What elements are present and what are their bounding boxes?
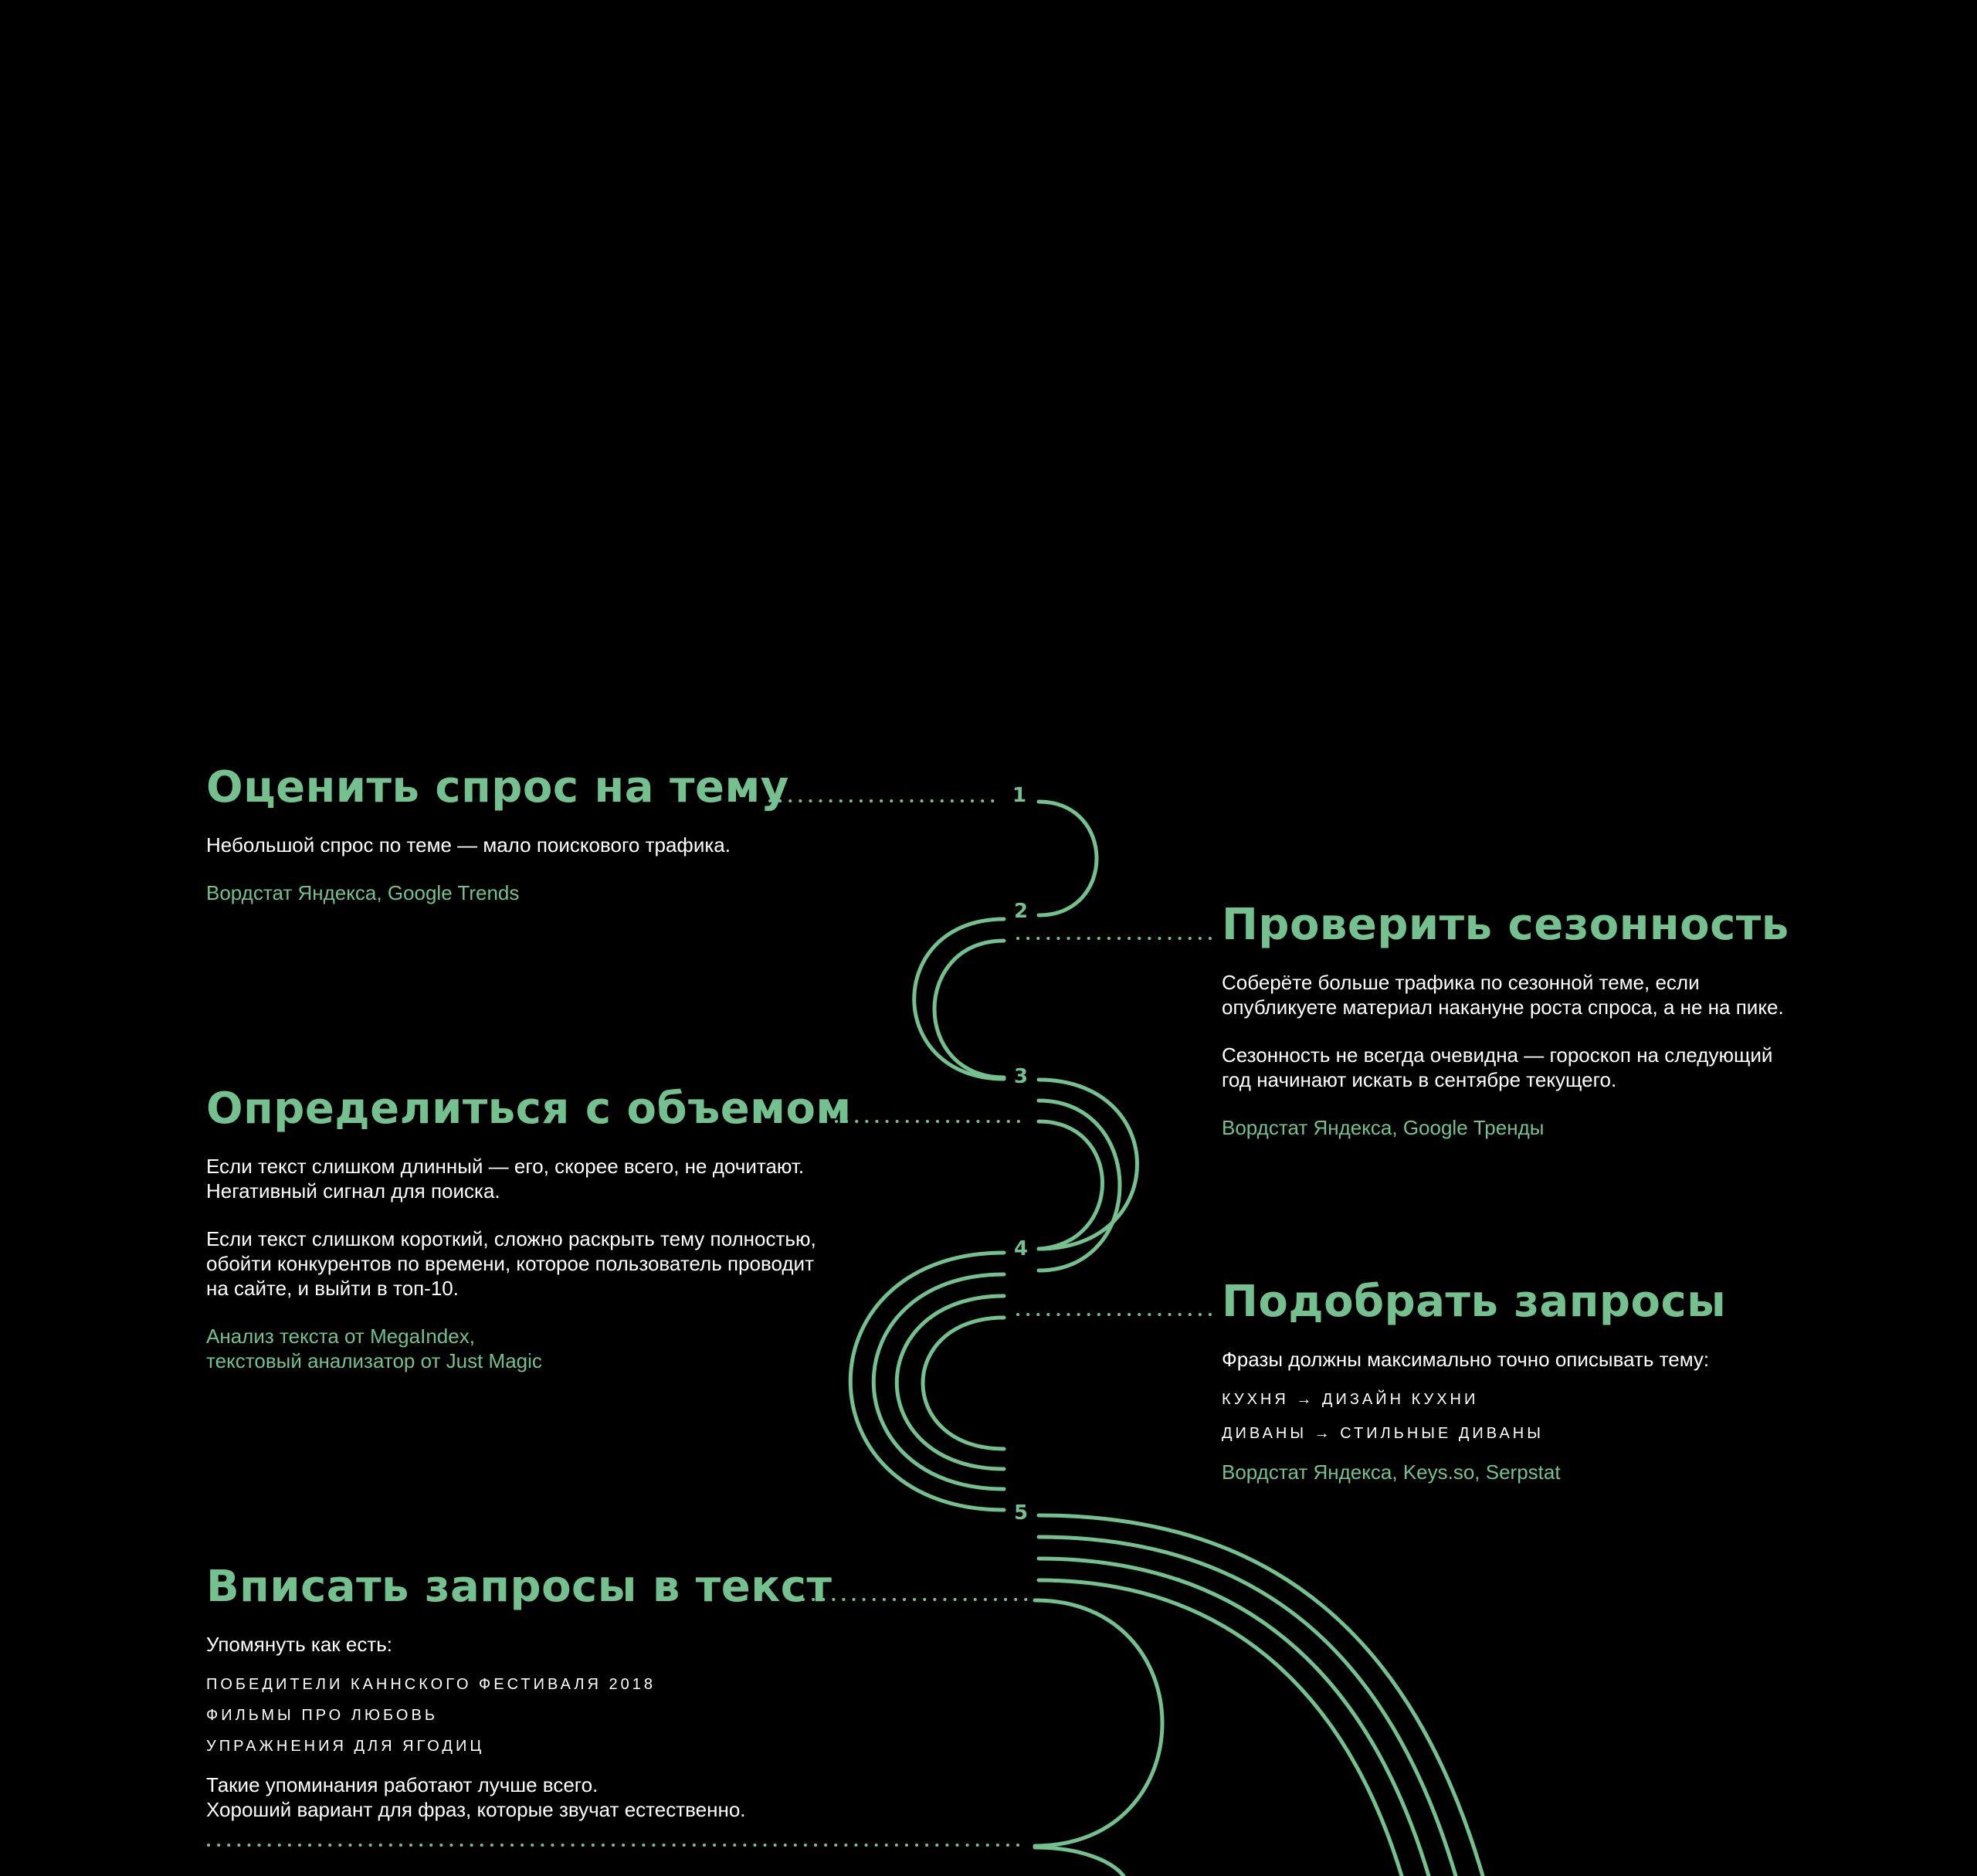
step-number-2: 2 (1013, 900, 1029, 923)
step-1-text: Небольшой спрос по теме — мало поискового трафика. (206, 833, 731, 857)
track-line-5c (1039, 1559, 1429, 1876)
track-line-3c (1039, 1121, 1103, 1249)
step-2-text-2: опубликуете материал накануне роста спроса, а не на пике. (1222, 996, 1784, 1019)
step-2-text-3: Сезонность не всегда очевидна — гороскоп на следующий (1222, 1043, 1773, 1067)
track-line-4d (923, 1318, 1004, 1449)
step-number-3: 3 (1013, 1065, 1029, 1088)
step-5-text-3: Хороший вариант для фраз, которые звучат естественно. (206, 1798, 746, 1821)
step-4-title: Подобрать запросы (1222, 1277, 1727, 1327)
step-4-example-2: ДИВАНЫ → СТИЛЬНЫЕ ДИВАНЫ (1222, 1425, 1544, 1442)
step-5-example-1: ПОБЕДИТЕЛИ КАННСКОГО ФЕСТИВАЛЯ 2018 (206, 1676, 656, 1693)
step-5-text-2: Такие упоминания работают лучше всего. (206, 1773, 599, 1796)
step-3-tools-2: текстовый анализатор от Just Magic (206, 1349, 542, 1372)
step-3-title: Определиться с объемом (206, 1084, 852, 1134)
step-5-example-3: УПРАЖНЕНИЯ ДЛЯ ЯГОДИЦ (206, 1738, 485, 1755)
step-3-text-1: Если текст слишком длинный — его, скорее всего, не дочитают. (206, 1155, 805, 1178)
step-5-text: Упомянуть как есть: (206, 1633, 393, 1656)
step-3-text-4: обойти конкурентов по времени, которое пользователь проводит (206, 1252, 814, 1275)
step-4 (1222, 1277, 1727, 1484)
track-line-5b (1039, 1537, 1456, 1876)
step-2-title: Проверить сезонность (1222, 900, 1789, 950)
track-line-5e (1035, 1600, 1162, 1846)
step-3-tools-1: Анализ текста от MegaIndex, (206, 1325, 475, 1348)
step-4-text: Фразы должны максимально точно описывать тему: (1222, 1348, 1710, 1371)
step-3-text-2: Негативный сигнал для поиска. (206, 1179, 500, 1203)
step-1-title: Оценить спрос на тему (206, 762, 789, 812)
track-line-4c (897, 1296, 1004, 1469)
step-5-example-2: ФИЛЬМЫ ПРО ЛЮБОВЬ (206, 1707, 438, 1724)
step-2-tools: Вордстат Яндекса, Google Тренды (1222, 1116, 1545, 1139)
track-line-5f (1035, 1847, 1124, 1876)
step-3 (206, 1084, 852, 1373)
step-1 (206, 762, 789, 905)
track-line-4b (873, 1274, 1004, 1489)
step-2-text-1: Соберёте больше трафика по сезонной теме, если (1222, 971, 1700, 994)
step-1-tools: Вордстат Яндекса, Google Trends (206, 881, 520, 904)
step-5 (206, 1562, 833, 1822)
track-line-5d (1039, 1580, 1402, 1876)
step-number-4: 4 (1013, 1237, 1029, 1260)
step-2-text-4: год начинают искать в сентябре текущего. (1222, 1068, 1617, 1091)
track-line-1 (1039, 802, 1097, 915)
step-2 (1222, 900, 1789, 1140)
step-3-text-3: Если текст слишком короткий, сложно раскрыть тему полностью, (206, 1227, 816, 1250)
track-line-2b (934, 941, 1004, 1077)
step-5-title: Вписать запросы в текст (206, 1562, 833, 1612)
step-number-1: 1 (1012, 784, 1027, 807)
step-number-5: 5 (1013, 1501, 1029, 1525)
track-line-3b (1039, 1101, 1120, 1270)
step-4-tools: Вордстат Яндекса, Keys.so, Serpstat (1222, 1460, 1561, 1484)
step-4-example-1: КУХНЯ → ДИЗАЙН КУХНИ (1222, 1391, 1479, 1408)
step-3-text-5: на сайте, и выйти в топ-10. (206, 1277, 459, 1300)
track-line-5a (1039, 1515, 1483, 1876)
